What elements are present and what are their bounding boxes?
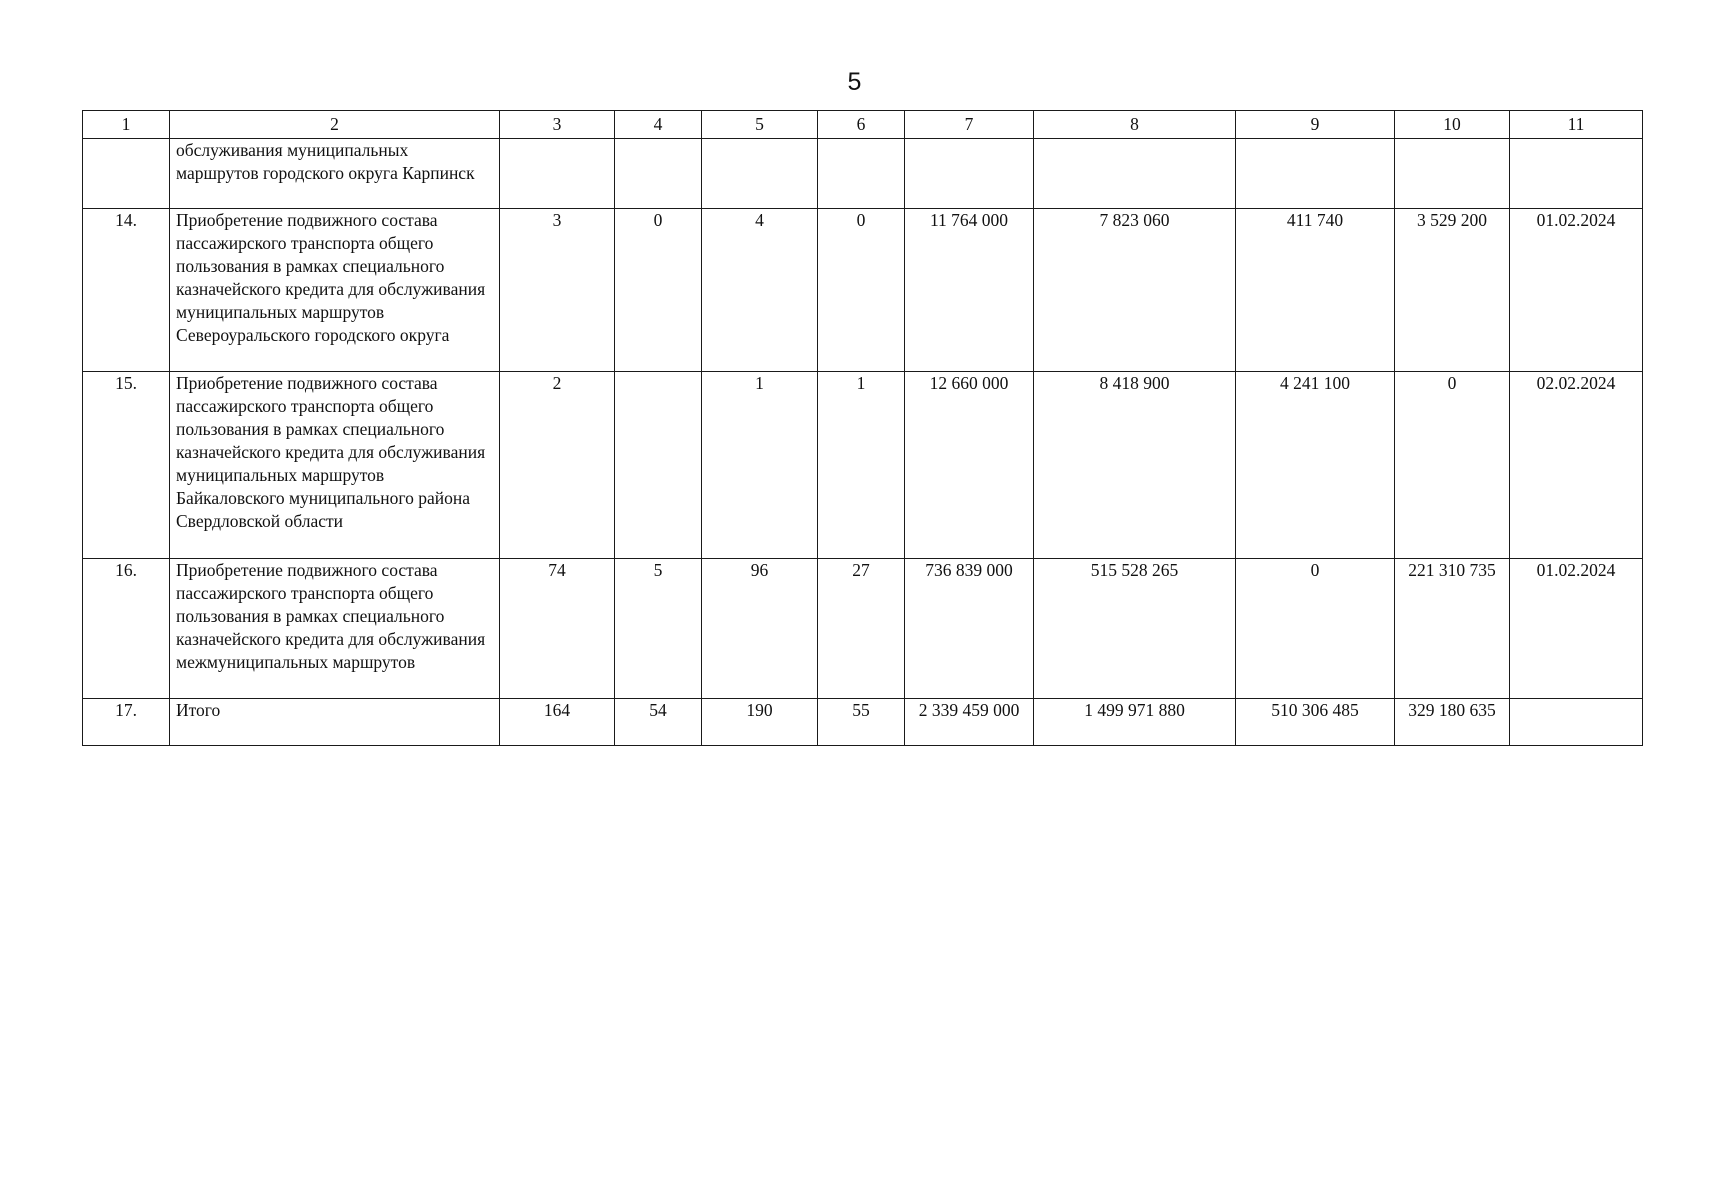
- table-row-continuation: [83, 139, 1643, 209]
- column-header: 3: [500, 111, 615, 139]
- row-name-cell: Итого: [170, 699, 500, 746]
- table-header-row: [83, 111, 1643, 139]
- column-header: 9: [1236, 111, 1395, 139]
- table-row: [83, 559, 1643, 699]
- row-number-cell: 14.: [83, 209, 170, 372]
- value-cell: [1510, 699, 1643, 746]
- column-header: 1: [83, 111, 170, 139]
- value-cell: [1395, 139, 1510, 209]
- value-cell: 221 310 735: [1395, 559, 1510, 699]
- value-cell: 5: [615, 559, 702, 699]
- value-cell: [905, 139, 1034, 209]
- value-cell: 515 528 265: [1034, 559, 1236, 699]
- value-cell: 74: [500, 559, 615, 699]
- value-cell: 96: [702, 559, 818, 699]
- column-header: 5: [702, 111, 818, 139]
- value-cell: 02.02.2024: [1510, 372, 1643, 559]
- value-cell: [1510, 139, 1643, 209]
- table-row: [83, 209, 1643, 372]
- value-cell: 3: [500, 209, 615, 372]
- value-cell: 55: [818, 699, 905, 746]
- row-name-cell: обслуживания муниципальных маршрутов городского округа Карпинск: [170, 139, 500, 209]
- value-cell: [818, 139, 905, 209]
- column-header: 6: [818, 111, 905, 139]
- table-row: [83, 372, 1643, 559]
- value-cell: 7 823 060: [1034, 209, 1236, 372]
- value-cell: 2 339 459 000: [905, 699, 1034, 746]
- column-header: 2: [170, 111, 500, 139]
- value-cell: 510 306 485: [1236, 699, 1395, 746]
- value-cell: 11 764 000: [905, 209, 1034, 372]
- value-cell: 2: [500, 372, 615, 559]
- value-cell: 27: [818, 559, 905, 699]
- value-cell: 411 740: [1236, 209, 1395, 372]
- row-name-cell: Приобретение подвижного состава пассажирского транспорта общего пользования в рамках специального казначейского кредита для обслуживания муниципальных маршрутов Североуральского городского округа: [170, 209, 500, 372]
- page-number: 5: [847, 68, 862, 96]
- value-cell: 164: [500, 699, 615, 746]
- value-cell: 329 180 635: [1395, 699, 1510, 746]
- row-number-cell: 17.: [83, 699, 170, 746]
- row-name-cell: Приобретение подвижного состава пассажирского транспорта общего пользования в рамках специального казначейского кредита для обслуживания муниципальных маршрутов Байкаловского муниципального района Свердловской области: [170, 372, 500, 559]
- row-number-cell: [83, 139, 170, 209]
- value-cell: 0: [1395, 372, 1510, 559]
- column-header: 8: [1034, 111, 1236, 139]
- value-cell: 12 660 000: [905, 372, 1034, 559]
- value-cell: 0: [1236, 559, 1395, 699]
- row-number-cell: 15.: [83, 372, 170, 559]
- budget-table: [82, 110, 1643, 746]
- column-header: 7: [905, 111, 1034, 139]
- column-header: 4: [615, 111, 702, 139]
- value-cell: 4 241 100: [1236, 372, 1395, 559]
- value-cell: [615, 372, 702, 559]
- value-cell: [500, 139, 615, 209]
- row-name-cell: Приобретение подвижного состава пассажирского транспорта общего пользования в рамках специального казначейского кредита для обслуживания межмуниципальных маршрутов: [170, 559, 500, 699]
- row-number-cell: 16.: [83, 559, 170, 699]
- value-cell: 54: [615, 699, 702, 746]
- value-cell: 0: [818, 209, 905, 372]
- value-cell: 01.02.2024: [1510, 209, 1643, 372]
- value-cell: 0: [615, 209, 702, 372]
- value-cell: [1236, 139, 1395, 209]
- value-cell: 4: [702, 209, 818, 372]
- table-row-total: [83, 699, 1643, 746]
- value-cell: [1034, 139, 1236, 209]
- column-header: 10: [1395, 111, 1510, 139]
- value-cell: 8 418 900: [1034, 372, 1236, 559]
- value-cell: 01.02.2024: [1510, 559, 1643, 699]
- value-cell: [702, 139, 818, 209]
- value-cell: 190: [702, 699, 818, 746]
- column-header: 11: [1510, 111, 1643, 139]
- value-cell: 3 529 200: [1395, 209, 1510, 372]
- value-cell: [615, 139, 702, 209]
- value-cell: 1: [702, 372, 818, 559]
- value-cell: 1: [818, 372, 905, 559]
- value-cell: 736 839 000: [905, 559, 1034, 699]
- value-cell: 1 499 971 880: [1034, 699, 1236, 746]
